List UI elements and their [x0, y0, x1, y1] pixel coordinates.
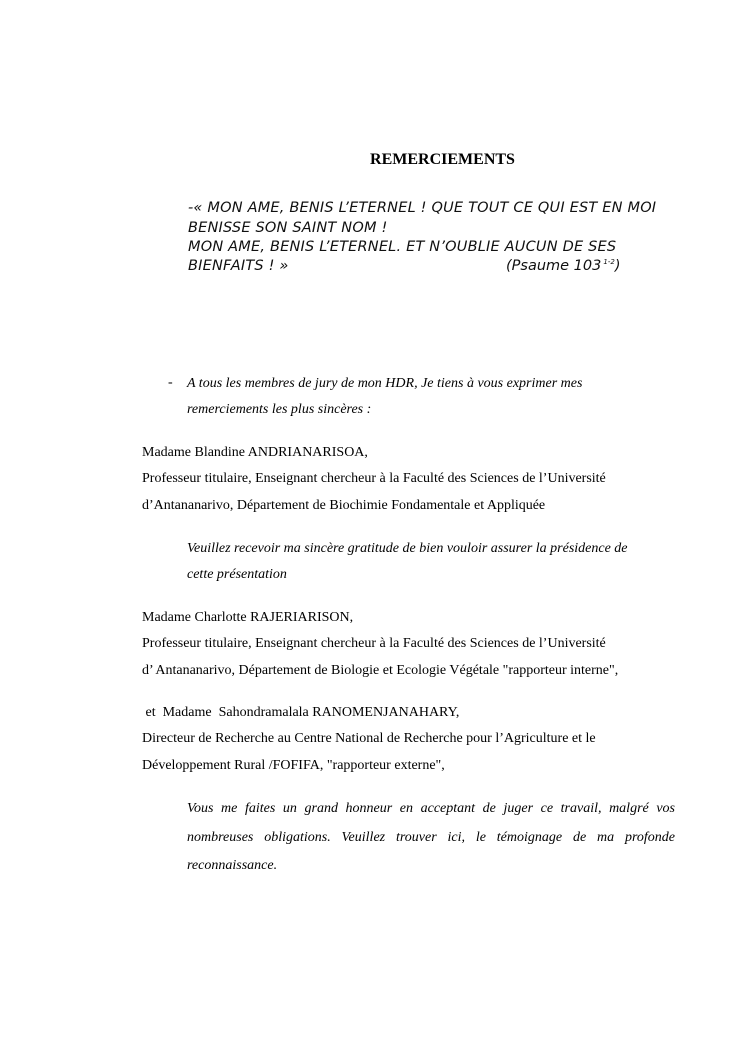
- closing-paragraph: Vous me faites un grand honneur en acceptant de juger ce travail, malgré vos nombreuses obligations. Veuillez trouver ici, le témoignage de ma profonde reconnaissance.: [187, 801, 675, 873]
- member-name: et Madame Sahondramalala RANOMENJANAHARY,: [142, 705, 460, 720]
- page-title: REMERCIEMENTS: [370, 151, 515, 168]
- epigraph-line: BIENFAITS ! »: [188, 258, 289, 274]
- note-line: cette présentation: [187, 567, 287, 582]
- note-line: Veuillez recevoir ma sincère gratitude de bien vouloir assurer la présidence de: [187, 541, 628, 556]
- epigraph-line: MON AME, BENIS L’ETERNEL. ET N’OUBLIE AUCUN DE SES: [188, 239, 617, 255]
- epigraph-line: BENISSE SON SAINT NOM !: [188, 220, 388, 236]
- bullet-dash: -: [168, 375, 173, 390]
- epigraph-line: -« MON AME, BENIS L’ETERNEL ! QUE TOUT CE QUI EST EN MOI: [188, 200, 657, 216]
- member-title: Directeur de Recherche au Centre National de Recherche pour l’Agriculture et le: [142, 731, 596, 746]
- member-affiliation: d’ Antananarivo, Département de Biologie et Ecologie Végétale "rapporteur interne",: [142, 663, 619, 678]
- reference-text: (Psaume 103: [506, 258, 602, 274]
- epigraph-reference: [506, 258, 620, 274]
- member-title: Professeur titulaire, Enseignant chercheur à la Faculté des Sciences de l’Université: [142, 471, 606, 486]
- member-title: Professeur titulaire, Enseignant chercheur à la Faculté des Sciences de l’Université: [142, 636, 606, 651]
- member-affiliation: Développement Rural /FOFIFA, "rapporteur externe",: [142, 758, 445, 773]
- member-affiliation: d’Antananarivo, Département de Biochimie Fondamentale et Appliquée: [142, 498, 546, 513]
- intro-line: A tous les membres de jury de mon HDR, Je tiens à vous exprimer mes: [187, 376, 583, 391]
- member-name: Madame Charlotte RAJERIARISON,: [142, 610, 354, 625]
- reference-close: ): [614, 258, 621, 274]
- reference-verses: 1-2: [603, 258, 615, 266]
- intro-line: remerciements les plus sincères :: [187, 402, 372, 417]
- member-name: Madame Blandine ANDRIANARISOA,: [142, 445, 368, 460]
